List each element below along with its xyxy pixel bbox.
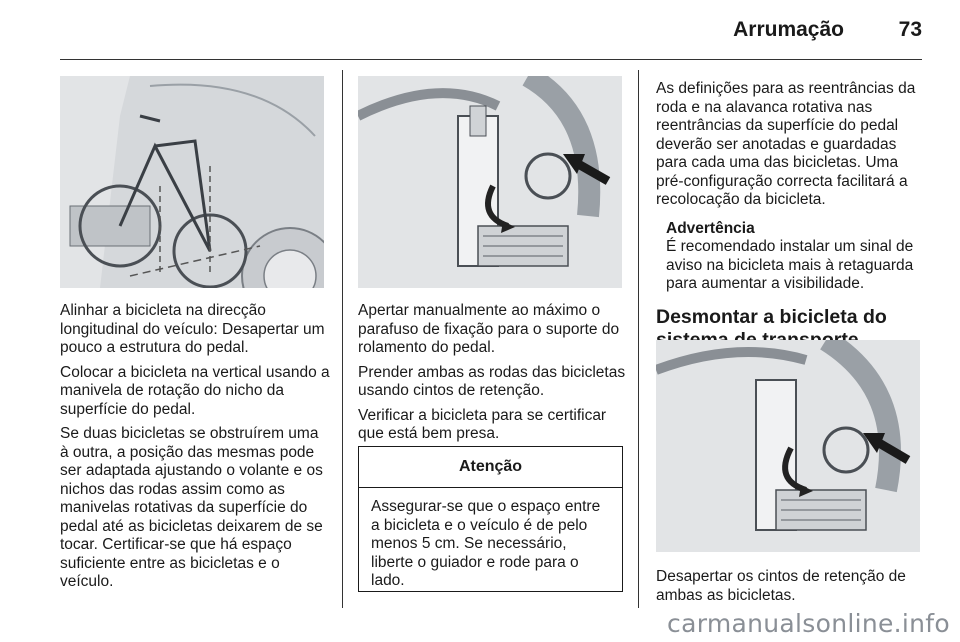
watermark: carmanualsonline.info bbox=[667, 609, 950, 638]
column-2-text bbox=[358, 302, 626, 450]
bike-carrier-illustration bbox=[60, 76, 324, 288]
bike-carrier-drawing bbox=[60, 76, 324, 288]
pedal-mount-drawing bbox=[358, 76, 622, 288]
paragraph: Se duas bicicletas se obstruírem uma à outra, a posição das mesmas pode ser adaptada ajustando o volante e os nichos das rodas assim como as manivelas rotativas da superfície do pedal até as bicicletas deixarem de se tocar. Certificar-se que há espaço suficiente entre as bicicletas e o veículo. bbox=[60, 425, 323, 590]
paragraph: Desapertar os cintos de retenção de ambas as bicicletas. bbox=[656, 568, 906, 604]
pedal-mount-illustration bbox=[358, 76, 622, 288]
section-title: Arrumação bbox=[733, 18, 844, 41]
caution-callout bbox=[358, 446, 623, 592]
warning-body: É recomendado instalar um sinal de aviso na bicicleta mais à retaguarda para aumentar a visibilidade. bbox=[666, 238, 914, 292]
warning-title: Advertência bbox=[666, 219, 755, 237]
column-3-text bbox=[656, 80, 926, 375]
paragraph: Alinhar a bicicleta na direcção longitudinal do veículo: Desapertar um pouco a estrutura do pedal. bbox=[60, 302, 325, 356]
column-1-text bbox=[60, 302, 330, 598]
paragraph: Apertar manualmente ao máximo o parafuso de fixação para o suporte do rolamento do pedal. bbox=[358, 302, 620, 356]
bike-removal-drawing bbox=[656, 340, 920, 552]
paragraph: Verificar a bicicleta para se certificar que está bem presa. bbox=[358, 406, 607, 442]
page-number: 73 bbox=[898, 18, 922, 41]
header-rule bbox=[60, 59, 922, 60]
callout-title: Atenção bbox=[359, 447, 622, 488]
paragraph: As definições para as reentrâncias da roda e na alavanca rotativa nas reentrâncias da superfície do pedal deverão ser anotadas e guardadas para cada uma das bicicletas. Uma pré-configuração correcta facilitará a recolocação da bicicleta. bbox=[656, 80, 916, 208]
section-heading: Desmontar a bicicleta do bbox=[656, 305, 887, 328]
column-3-bottom-text bbox=[656, 568, 926, 611]
paragraph: Prender ambas as rodas das bicicletas usando cintos de retenção. bbox=[358, 363, 626, 399]
bike-removal-illustration bbox=[656, 340, 920, 552]
page-header bbox=[60, 0, 922, 60]
paragraph: Colocar a bicicleta na vertical usando a manivela de rotação do nicho da superfície do pedal. bbox=[60, 363, 330, 418]
column-divider bbox=[638, 70, 639, 608]
callout-body: Assegurar-se que o espaço entre a bicicleta e o veículo é de pelo menos 5 cm. Se necessário, liberte o guiador e rode para o lado. bbox=[371, 498, 601, 589]
column-divider bbox=[342, 70, 343, 608]
